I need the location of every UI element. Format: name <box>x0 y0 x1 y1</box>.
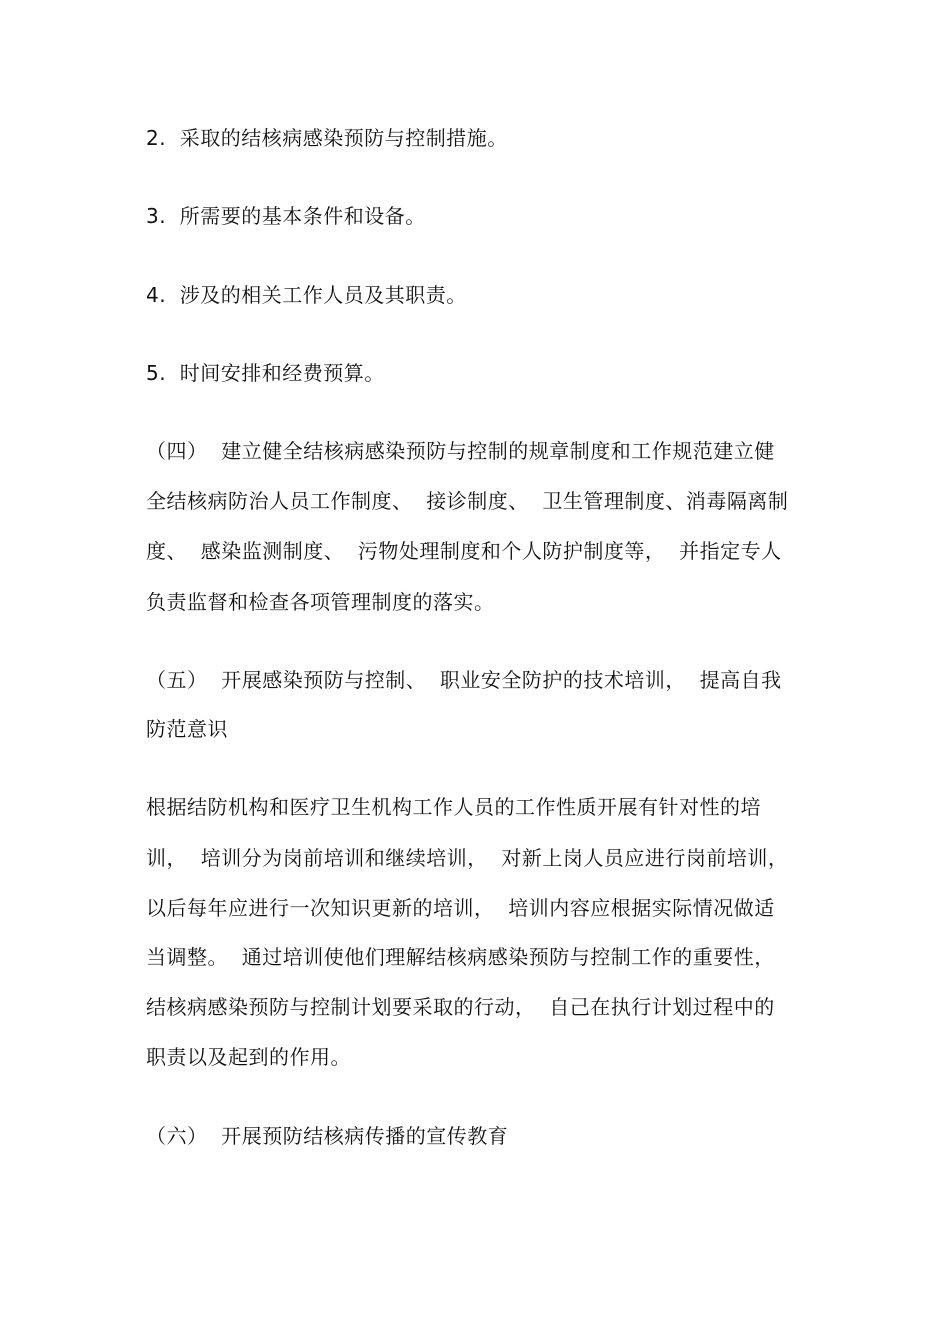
paragraph-line: 根据结防机构和医疗卫生机构工作人员的工作性质开展有针对性的培 <box>146 795 761 819</box>
list-item: 4. 涉及的相关工作人员及其职责。 <box>146 283 467 307</box>
paragraph-line: 职责以及起到的作用。 <box>146 1045 351 1069</box>
paragraph-line: 以后每年应进行一次知识更新的培训， 培训内容应根据实际情况做适 <box>146 896 775 920</box>
section-6-heading: （六） 开展预防结核病传播的宣传教育 <box>146 1124 509 1148</box>
heading-line: （五） 开展感染预防与控制、 职业安全防护的技术培训， 提高自我 <box>146 668 782 692</box>
paragraph-line: 当调整。 通过培训使他们理解结核病感染预防与控制工作的重要性， <box>146 945 775 969</box>
paragraph-line: 度、 感染监测制度、 污物处理制度和个人防护制度等， 并指定专人 <box>146 539 782 563</box>
paragraph-line: 全结核病防治人员工作制度、 接诊制度、 卫生管理制度、消毒隔离制 <box>146 489 789 513</box>
list-item: 2. 采取的结核病感染预防与控制措施。 <box>146 126 508 150</box>
paragraph-line: 结核病感染预防与控制计划要采取的行动， 自己在执行计划过程中的 <box>146 995 775 1019</box>
paragraph-line: 负责监督和检查各项管理制度的落实。 <box>146 590 495 614</box>
heading-line: 防范意识 <box>146 717 228 741</box>
paragraph-line: （四） 建立健全结核病感染预防与控制的规章制度和工作规范建立健 <box>146 439 775 463</box>
list-item: 5. 时间安排和经费预算。 <box>146 361 385 385</box>
list-item: 3. 所需要的基本条件和设备。 <box>146 204 426 228</box>
paragraph-line: 训， 培训分为岗前培训和继续培训， 对新上岗人员应进行岗前培训， <box>146 846 789 870</box>
